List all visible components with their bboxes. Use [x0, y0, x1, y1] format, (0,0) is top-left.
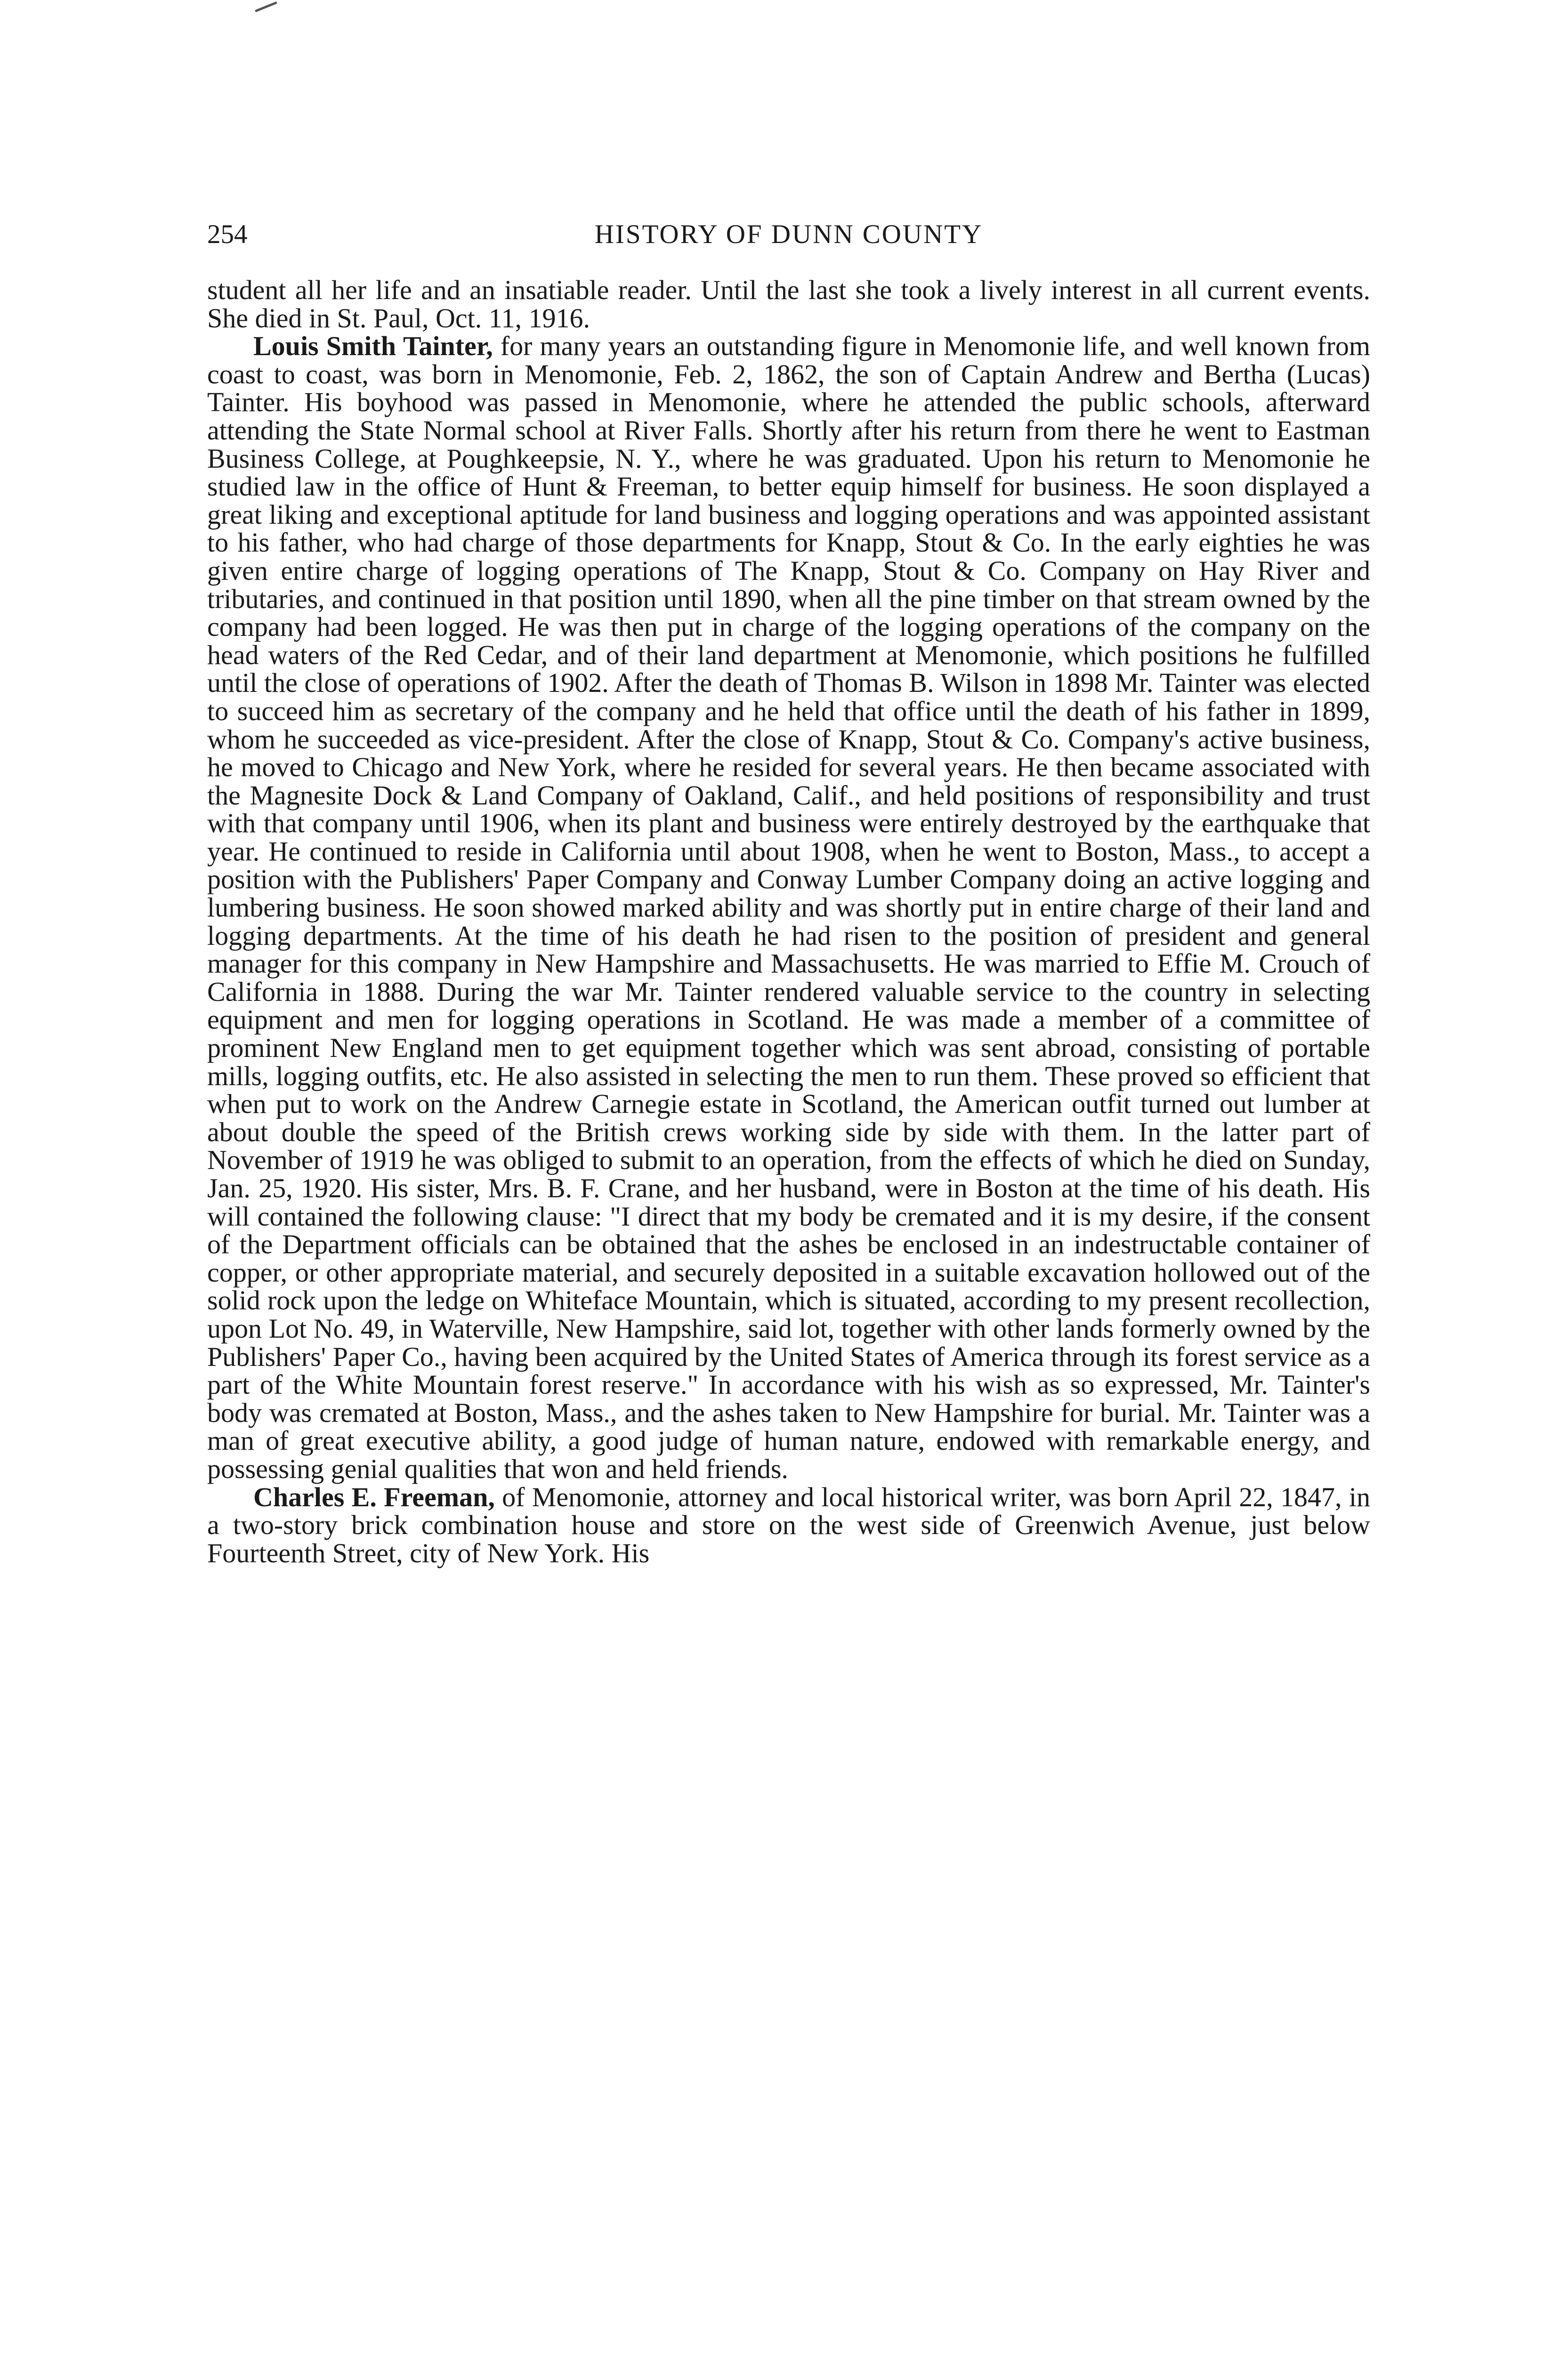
- biography-subject-name: Charles E. Freeman,: [253, 1481, 495, 1512]
- paragraph-text: student all her life and an insatiable reader. Until the last she took a lively interest in all current events. She died in St. Paul, Oct. 11, 1916.: [207, 275, 1370, 333]
- running-title: HISTORY OF DUNN COUNTY: [594, 219, 983, 249]
- body-text: [207, 276, 1370, 1567]
- stray-ink-mark: [255, 1, 277, 12]
- biography-subject-name: Louis Smith Tainter,: [253, 331, 493, 362]
- paragraph-tainter-biography: [207, 332, 1370, 1483]
- paragraph-freeman-biography: [207, 1483, 1370, 1567]
- paragraph-text: for many years an outstanding figure in Menomonie life, and well known from coast to coast, was born in Menomonie, Feb. 2, 1862, the son of Captain Andrew and Bertha (Lucas) Tainter. His boyhood was passed in Menomonie, where he attended the public schools, afterward attending the State Normal school at River Falls. Shortly after his return from there he went to Eastman Business College, at Poughkeepsie, N. Y., where he was graduated. Upon his return to Menomonie he studied law in the office of Hunt & Freeman, to better equip himself for business. He soon displayed a great liking and exceptional aptitude for land business and logging operations and was appointed assistant to his father, who had charge of those departments for Knapp, Stout & Co. In the early eighties he was given entire charge of logging operations of The Knapp, Stout & Co. Company on Hay River and tributaries, and continued in that position until 1890, when all the pine timber on that stream owned by the company had been logged. He was then put in charge of the logging operations of the company on the head waters of the Red Cedar, and of their land department at Menomonie, which positions he fulfilled until the close of operations of 1902. After the death of Thomas B. Wilson in 1898 Mr. Tainter was elected to succeed him as secretary of the company and he held that office until the death of his father in 1899, whom he succeeded as vice-president. After the close of Knapp, Stout & Co. Company's active business, he moved to Chicago and New York, where he resided for several years. He then became associated with the Magnesite Dock & Land Company of Oakland, Calif., and held positions of responsibility and trust with that company until 1906, when its plant and business were entirely destroyed by the earthquake that year. He continued to reside in California until about 1908, when he went to Boston, Mass., to accept a position with the Publishers' Paper Company and Conway Lumber Company doing an active logging and lumbering business. He soon showed marked ability and was shortly put in entire charge of their land and logging departments. At the time of his death he had risen to the position of president and general manager for this company in New Hampshire and Massachusetts. He was married to Effie M. Crouch of California in 1888. During the war Mr. Tainter rendered valuable service to the country in selecting equipment and men for logging operations in Scotland. He was made a member of a committee of prominent New England men to get equipment together which was sent abroad, consisting of portable mills, logging outfits, etc. He also assisted in selecting the men to run them. These proved so efficient that when put to work on the Andrew Carnegie estate in Scotland, the American outfit turned out lumber at about double the speed of the British crews working side by side with them. In the latter part of November of 1919 he was obliged to submit to an operation, from the effects of which he died on Sunday, Jan. 25, 1920. His sister, Mrs. B. F. Crane, and her husband, were in Boston at the time of his death. His will contained the following clause: "I direct that my body be cremated and it is my desire, if the consent of the Department officials can be obtained that the ashes be enclosed in an indestructable container of copper, or other appropriate material, and securely deposited in a suitable excavation hollowed out of the solid rock upon the ledge on Whiteface Mountain, which is situated, according to my present recollection, upon Lot No. 49, in Waterville, New Hampshire, said lot, together with other lands formerly owned by the Publishers' Paper Co., having been acquired by the United States of America through its forest service as a part of the White Mountain forest reserve." In accordance with his wish as so expressed, Mr. Tainter's body was cremated at Boston, Mass., and the ashes taken to New Hampshire for burial. Mr. Tainter was a man of great executive ability, a good judge of human nature, endowed with remarkable energy, and possessing genial qualities that won and held friends.: [207, 331, 1370, 1484]
- page-number: 254: [207, 219, 248, 249]
- page-header: [207, 216, 1370, 253]
- paragraph-text: of Menomonie, attorney and local historical writer, was born April 22, 1847, in a two-story brick combination house and store on the west side of Greenwich Avenue, just below Fourteenth Street, city of New York. His: [207, 1481, 1370, 1568]
- paragraph-continuation: [207, 276, 1370, 332]
